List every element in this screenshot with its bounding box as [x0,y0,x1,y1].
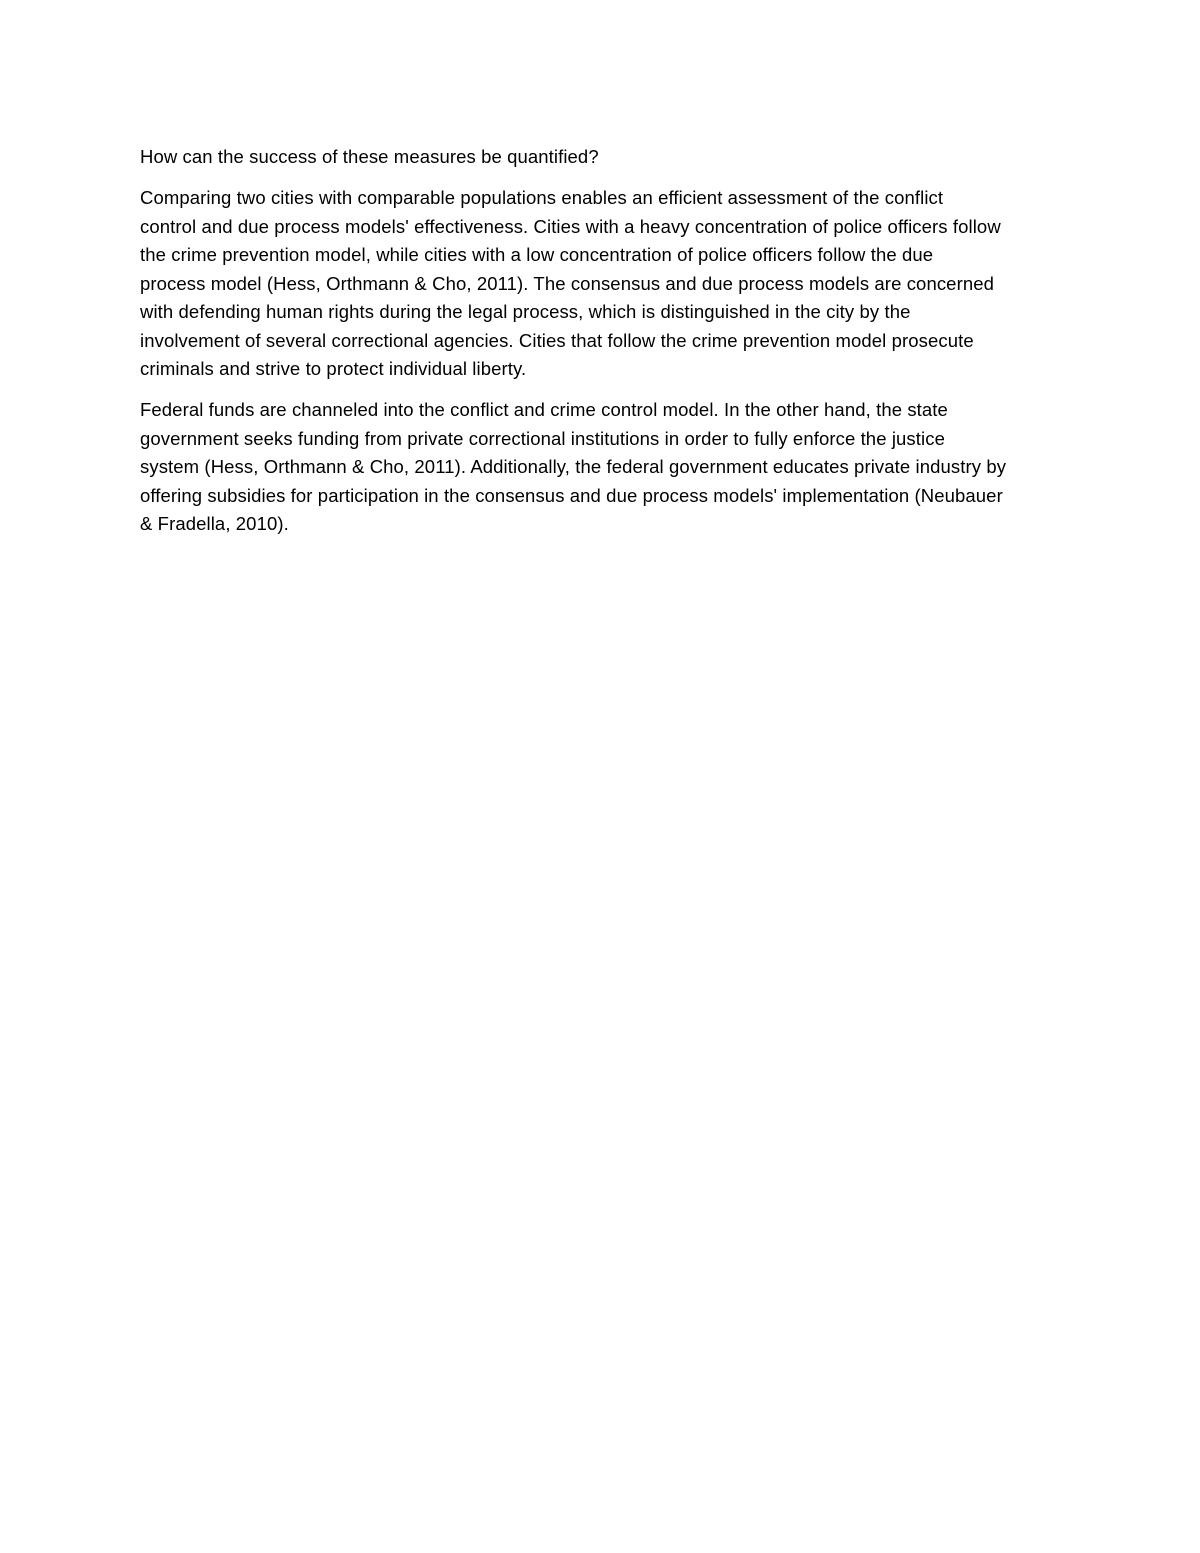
paragraph-line: criminals and strive to protect individual liberty. [140,358,527,379]
paragraph-line: process model (Hess, Orthmann & Cho, 2011). The consensus and due process models are concerned [140,272,994,294]
paragraph-comparison [140,184,1065,384]
paragraph-line: with defending human rights during the legal process, which is distinguished in the city by the [140,301,911,322]
paragraph-line: offering subsidies for participation in the consensus and due process models' implementation (Neubauer [140,484,1003,506]
paragraph-funding [140,396,1065,539]
question-heading: How can the success of these measures be quantified? [140,146,599,167]
paragraph-line: the crime prevention model, while cities with a low concentration of police officers follow the due [140,244,934,265]
paragraph-line: control and due process models' effectiveness. Cities with a heavy concentration of police officers follow [140,215,1001,237]
paragraph-line: Comparing two cities with comparable populations enables an efficient assessment of the conflict [140,187,944,208]
paragraph-line: system (Hess, Orthmann & Cho, 2011). Additionally, the federal government educates private industry by [140,456,1007,477]
paragraph-line: government seeks funding from private correctional institutions in order to fully enforce the justice [140,427,945,449]
paragraph-line: involvement of several correctional agencies. Cities that follow the crime prevention model prosecute [140,329,974,351]
document-body [140,143,1065,551]
paragraph-line: Federal funds are channeled into the conflict and crime control model. In the other hand, the state [140,399,948,420]
paragraph-line: & Fradella, 2010). [140,513,289,534]
